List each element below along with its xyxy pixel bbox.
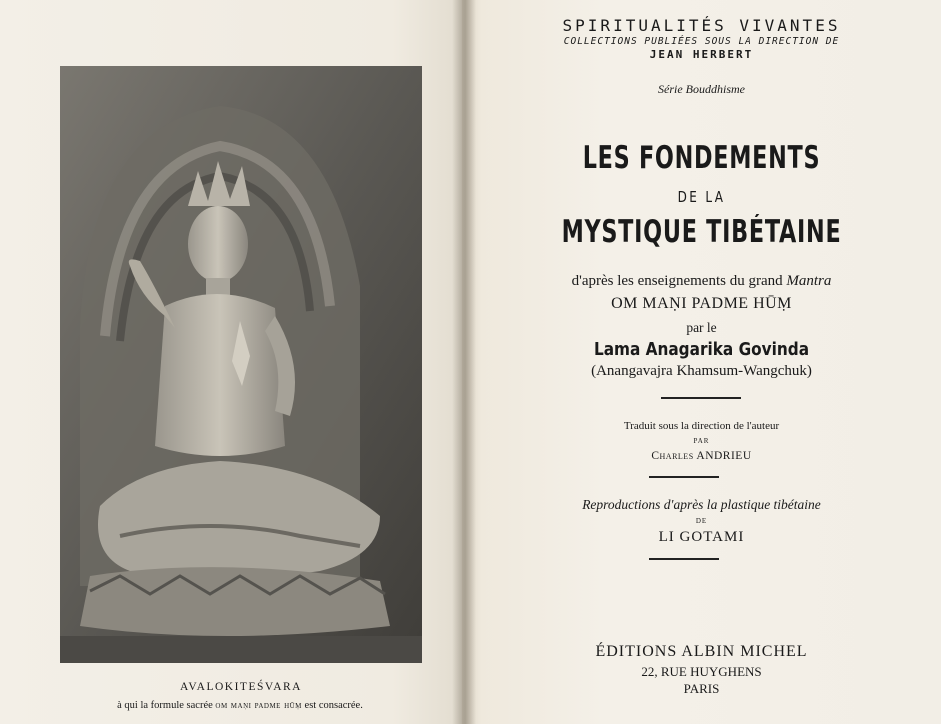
par-label: PAR [693,437,710,445]
series-title: SPIRITUALITÉS VIVANTES [562,16,841,35]
caption-prefix: à qui la formule sacrée [117,700,213,711]
caption-title: AVALOKITEŚVARA [180,681,302,693]
subtitle-line [462,273,941,290]
artist-name: LI GOTAMI [658,529,745,545]
translator-name: Charles ANDRIEU [651,450,752,462]
reproductions-note: Reproductions d'après la plastique tibétaine [582,497,821,512]
caption-text [40,700,440,711]
book-gutter [452,0,476,724]
right-page [462,0,941,724]
translation-note: Traduit sous la direction de l'auteur [623,420,780,432]
statue-photograph [60,66,422,663]
book-title-line-2: DE LA [677,188,726,206]
caption-suffix: est consacrée. [304,700,363,711]
director-name: JEAN HERBERT [649,48,754,61]
caption-mantra: om maṇi padme hūṃ [215,700,302,711]
mantra-line: OM MAṆI PADME HŪṂ [611,295,792,312]
subseries-label: Série Bouddhisme [658,82,745,96]
author-name: Lama Anagarika Govinda [593,339,810,360]
book-title-line-1: LES FONDEMENTS [582,140,821,176]
publisher-city: PARIS [683,681,720,696]
by-line: par le [686,320,717,335]
subtitle-mantra-word: Mantra [786,273,832,289]
author-alt-name: (Anangavajra Khamsum-Wangchuk) [591,363,812,379]
divider-rule [649,558,719,560]
divider-rule [649,476,719,478]
publisher-name: ÉDITIONS ALBIN MICHEL [595,643,808,660]
collection-line: COLLECTIONS PUBLIÉES SOUS LA DIRECTION DE [563,36,840,47]
publisher-street: 22, RUE HUYGHENS [641,664,762,679]
book-title-line-3: MYSTIQUE TIBÉTAINE [561,214,842,250]
de-label: DE [695,517,708,525]
subtitle-prefix: d'après les enseignements du grand [571,273,783,289]
divider-rule [661,397,741,399]
